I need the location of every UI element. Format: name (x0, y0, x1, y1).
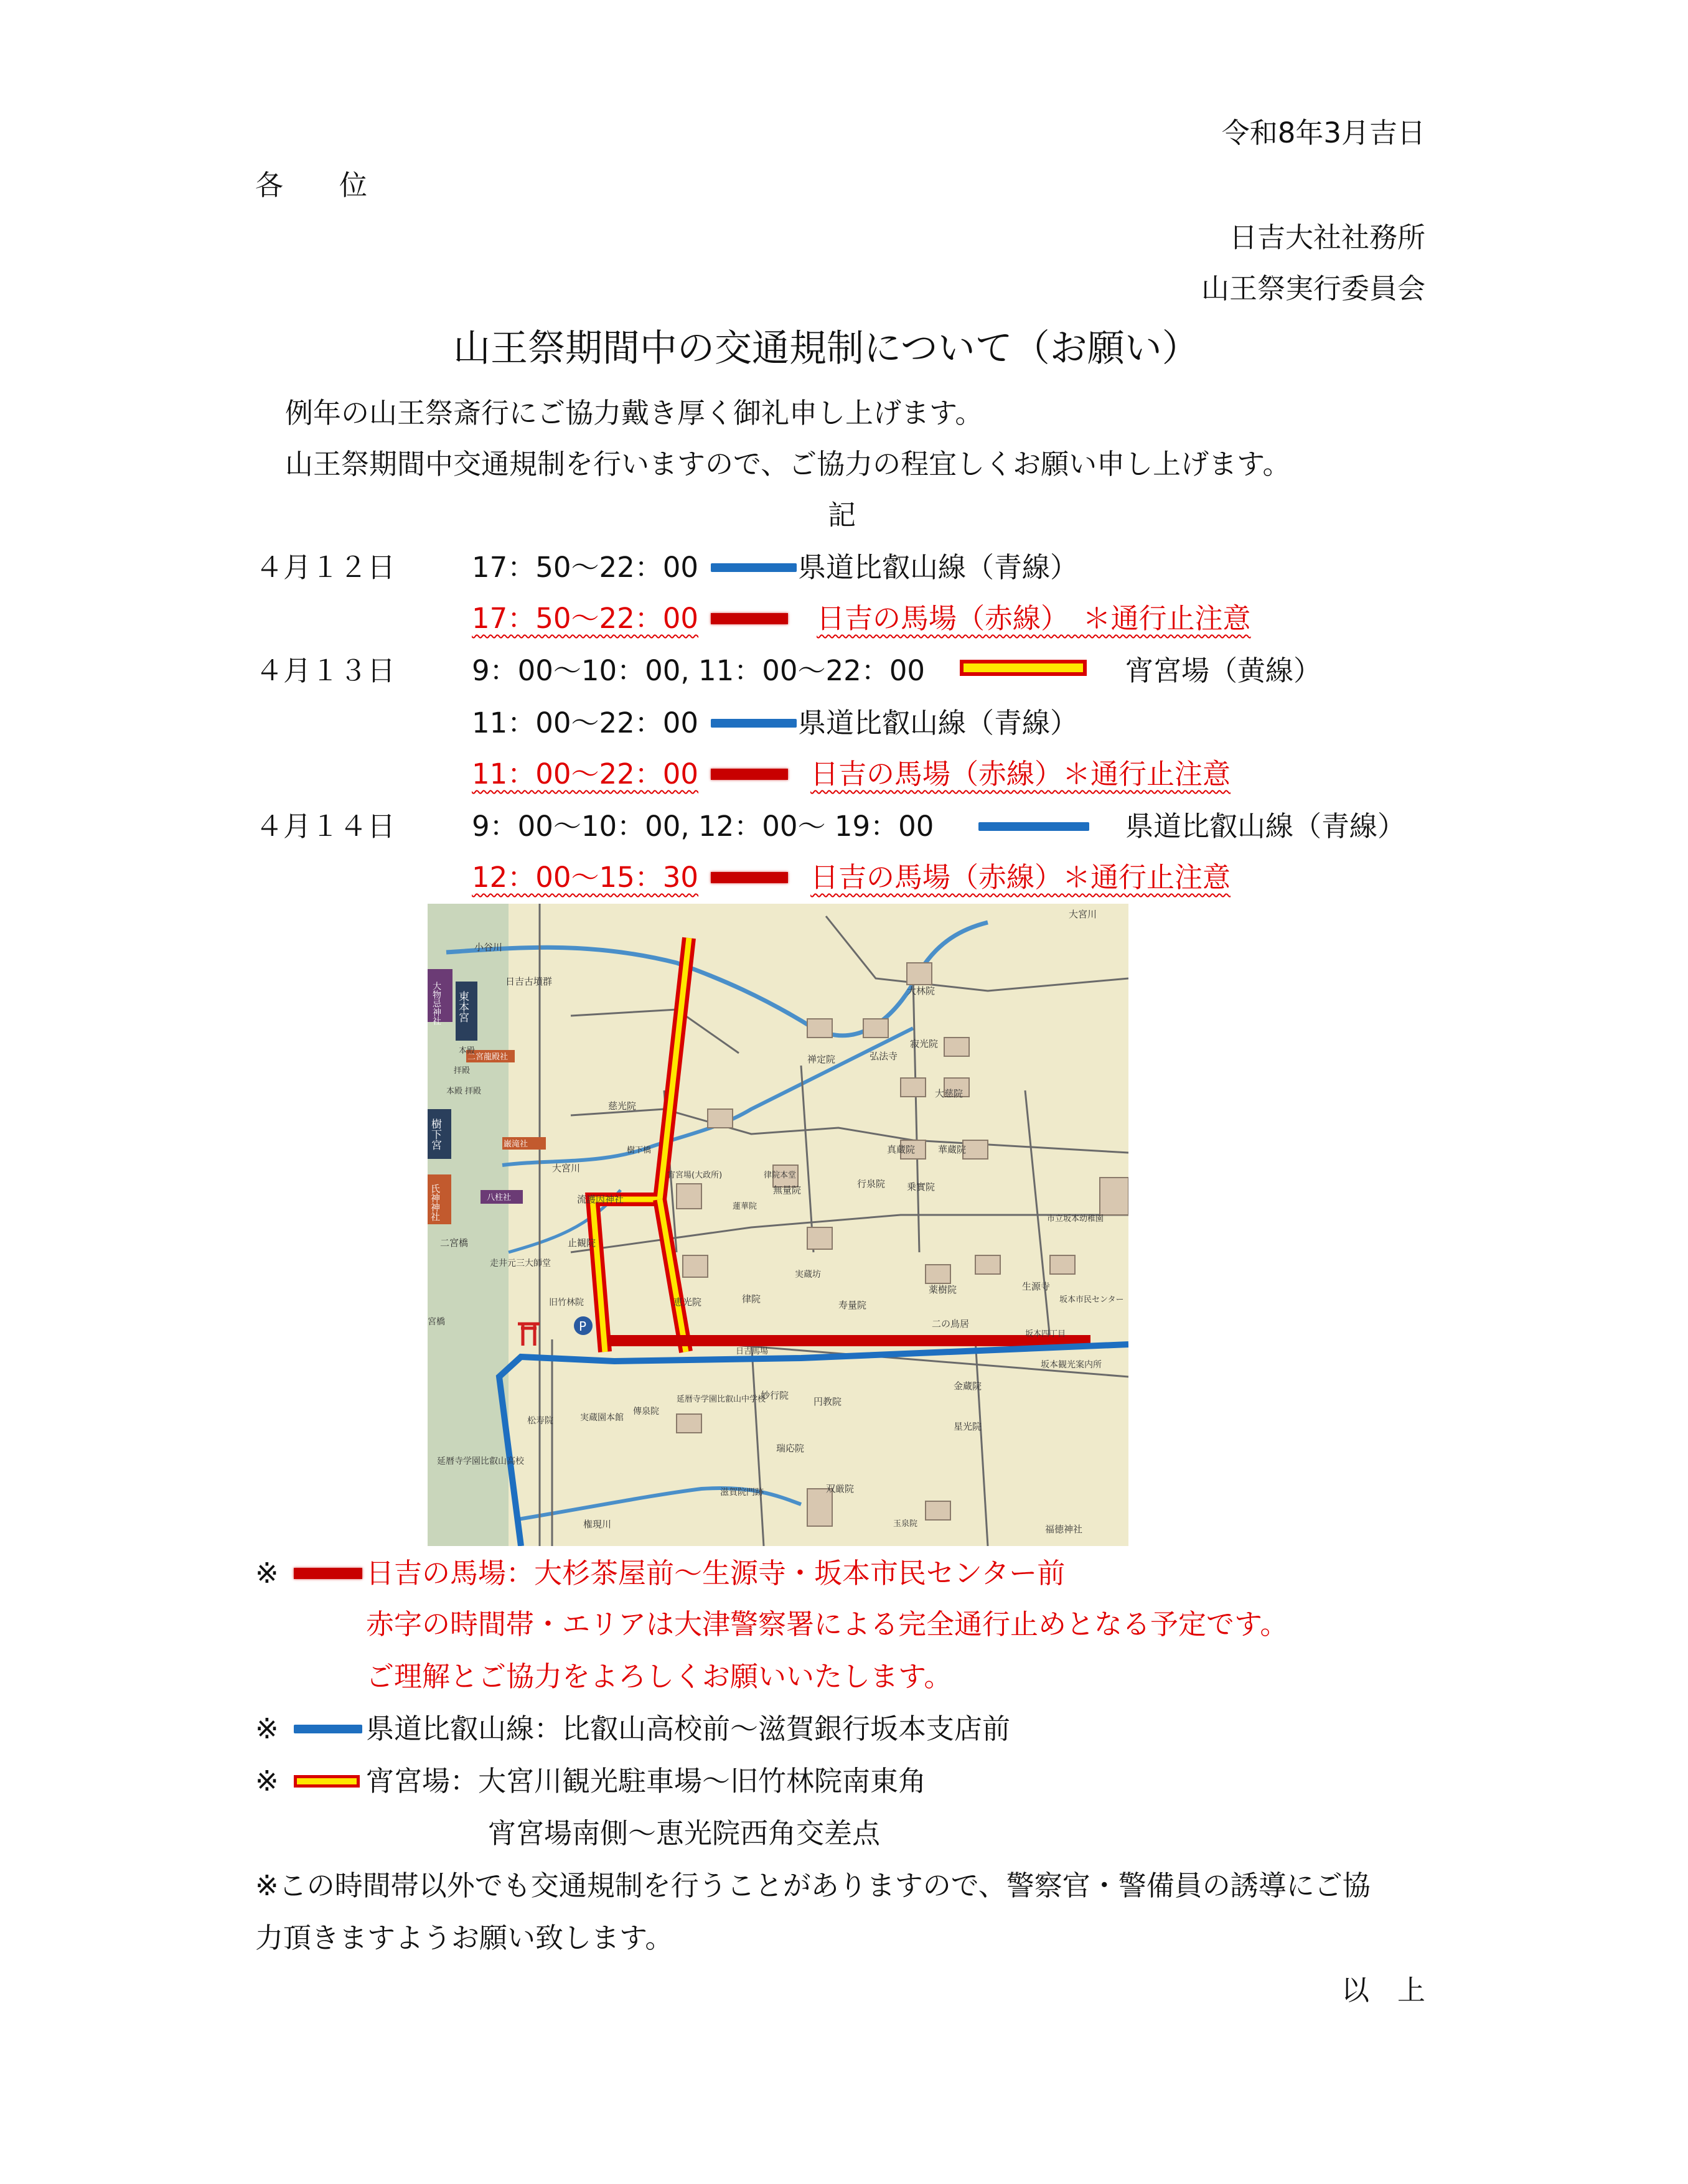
label-13-blue: 県道比叡山線（青線） (798, 706, 1079, 739)
map-label: 乗實院 (907, 1181, 935, 1193)
map-label: 寂光院 (910, 1038, 939, 1049)
note-1-mark: ※ (255, 1557, 279, 1590)
intro-line-2: 山王祭期間中交通規制を行いますので、ご協力の程宜しくお願い申し上げます。 (285, 448, 1291, 480)
map-label: 二宮橋 (440, 1237, 469, 1249)
route-map (428, 904, 1128, 1546)
map-label: 延暦寺学園比叡山中学校 (677, 1395, 766, 1404)
label-12-red: 日吉の馬場（赤線） ＊通行止注意 (817, 602, 1251, 635)
note-1-line-2: 赤字の時間帯・エリアは大津警察署による完全通行止めとなる予定です。 (366, 1608, 1288, 1641)
map-label: 宵宮場(大政所) (667, 1171, 723, 1180)
map-label: 本殿 (446, 1087, 463, 1096)
map-label: 大慈院 (935, 1088, 964, 1099)
red-route-legend (711, 872, 788, 883)
map-label: 実蔵園本館 (580, 1413, 624, 1423)
map-label: 星光院 (954, 1421, 982, 1432)
map-label: 律院本堂 (764, 1171, 797, 1180)
map-label: 大林院 (907, 985, 935, 996)
map-label: 双厳院 (826, 1483, 855, 1494)
blue-route-legend (978, 822, 1089, 831)
map-label: 坂本市民センター (1059, 1295, 1124, 1305)
time-13-yellow: 9：00～10：00, 11：00～22：00 (472, 654, 926, 687)
map-label: 瑞応院 (776, 1443, 805, 1454)
map-label: 巌滝社 (504, 1140, 528, 1149)
time-12-blue: 17：50～22：00 (472, 551, 699, 584)
map-label: 権現川 (583, 1519, 612, 1530)
map-label: 東本宮 (456, 991, 469, 1023)
map-label: 寿量院 (838, 1300, 867, 1311)
map-label: 延暦寺学園比叡山高校 (437, 1456, 524, 1466)
red-route-legend (711, 613, 788, 624)
parking-icon-letter: P (579, 1319, 587, 1334)
map-label: 無量院 (773, 1184, 802, 1196)
time-13-red: 11：00～22：00 (472, 757, 699, 790)
map-label: 宮橋 (428, 1317, 445, 1327)
note-4-line-1: ※この時間帯以外でも交通規制を行うことがありますので、警察官・警備員の誘導にご協 (255, 1869, 1371, 1902)
map-label: 拝殿 (465, 1087, 482, 1096)
note-1-line-3: ご理解とご協力をよろしくお願いいたします。 (366, 1660, 952, 1693)
map-label: 本殿 (459, 1046, 476, 1056)
map-label: 律院 (742, 1293, 761, 1305)
map-label: 大宮川 (1069, 909, 1097, 920)
map-label: 日吉古墳群 (505, 976, 553, 987)
map-label: 大宮川 (552, 1163, 581, 1174)
map-label: 恵光院 (673, 1296, 702, 1308)
intro-line-1: 例年の山王祭斎行にご協力戴き厚く御礼申し上げます。 (285, 396, 983, 429)
note-2-text: 県道比叡山線：比叡山高校前～滋賀銀行坂本支店前 (366, 1712, 1011, 1745)
map-label: 松寿院 (527, 1416, 553, 1426)
map-label: 福徳神社 (1045, 1524, 1083, 1535)
document-date: 令和8年3月吉日 (1221, 116, 1425, 149)
label-14-blue: 県道比叡山線（青線） (1125, 810, 1406, 843)
note-3-mark: ※ (255, 1765, 279, 1797)
map-label: 華蔵院 (938, 1144, 967, 1155)
time-12-red: 17：50～22：00 (472, 602, 699, 635)
note-3-text: 宵宮場：大宮川観光駐車場～旧竹林院南東角 (366, 1765, 927, 1797)
map-label: 金蔵院 (954, 1380, 982, 1392)
map-label: 二の鳥居 (932, 1318, 970, 1329)
map-label: 流護因神社 (577, 1194, 624, 1205)
map-label: 旧竹林院 (549, 1298, 584, 1308)
note-4-line-2: 力頂きますようお願い致します。 (255, 1921, 673, 1954)
map-label: 大物忌神社 (431, 982, 441, 1025)
map-label: 実蔵坊 (795, 1270, 821, 1280)
map-label: 坂本観光案内所 (1041, 1360, 1102, 1370)
map-label: 坂本四丁目 (1025, 1329, 1066, 1339)
row-13-red (472, 757, 1230, 792)
time-14-red: 12：00～15：30 (472, 861, 699, 894)
map-label: 蓮華院 (733, 1202, 757, 1211)
date-april-13: ４月１３日 (255, 654, 396, 687)
map-label: 日吉馬場 (736, 1347, 769, 1356)
map-label: 拝殿 (454, 1066, 471, 1076)
map-label: 二宮龍殿社 (467, 1052, 509, 1062)
note-1-text: 日吉の馬場：大杉茶屋前～生源寺・坂本市民センター前 (366, 1557, 1066, 1590)
page-title: 山王祭期間中の交通規制について（お願い） (453, 327, 1199, 370)
map-label: 市立坂本幼稚園 (1047, 1214, 1104, 1224)
map-label: 傳泉院 (633, 1407, 659, 1417)
map-label: 滋賀院門跡 (720, 1488, 764, 1497)
map-label: 樹下宮 (429, 1118, 441, 1150)
blue-route-legend (711, 563, 797, 572)
map-label: 弘法寺 (870, 1051, 898, 1062)
map-label: 氏神神社 (429, 1184, 441, 1221)
map-label: 円教院 (814, 1396, 842, 1407)
map-label: 慈光院 (608, 1100, 637, 1112)
map-label: 小谷川 (474, 942, 503, 953)
map-label: 止観院 (568, 1237, 596, 1249)
label-13-yellow: 宵宮場（黄線） (1125, 654, 1322, 687)
sender-committee: 山王祭実行委員会 (1201, 272, 1425, 305)
map-label: 行泉院 (857, 1178, 886, 1189)
blue-route-legend (711, 719, 797, 728)
map-label: 玉泉院 (893, 1519, 918, 1529)
ki-heading: 記 (828, 499, 856, 532)
blue-route-legend (294, 1725, 362, 1733)
map-label: 生源寺 (1022, 1281, 1051, 1292)
closing: 以 上 (1341, 1974, 1425, 2007)
addressee: 各 位 (255, 169, 368, 202)
map-label: 妙行院 (761, 1390, 789, 1401)
row-12-red (472, 601, 1265, 636)
row-14-red (472, 860, 1230, 895)
label-12-blue: 県道比叡山線（青線） (798, 551, 1079, 584)
label-13-red: 日吉の馬場（赤線）＊通行止注意 (810, 757, 1231, 790)
map-label: 禅定院 (807, 1054, 836, 1065)
date-april-14: ４月１４日 (255, 810, 396, 843)
yellow-route-legend (294, 1775, 360, 1788)
yellow-route-legend (960, 660, 1087, 676)
note-2-mark: ※ (255, 1712, 279, 1745)
red-route-legend (711, 769, 788, 780)
map-label: 走井元三大師堂 (490, 1258, 551, 1268)
date-april-12: ４月１２日 (255, 551, 396, 584)
label-14-red: 日吉の馬場（赤線）＊通行止注意 (810, 861, 1231, 894)
map-label: 樹下橋 (627, 1146, 652, 1155)
map-label: 真蔵院 (887, 1144, 916, 1155)
red-route-legend (294, 1568, 362, 1579)
map-label: 八柱社 (487, 1193, 512, 1202)
time-13-blue: 11：00～22：00 (472, 706, 699, 739)
note-3-line-2: 宵宮場南側～恵光院西角交差点 (488, 1817, 881, 1850)
sender-shrine-office: 日吉大社社務所 (1229, 221, 1425, 254)
time-14-blue: 9：00～10：00, 12：00～ 19：00 (472, 810, 934, 843)
map-label: 薬樹院 (929, 1284, 957, 1295)
